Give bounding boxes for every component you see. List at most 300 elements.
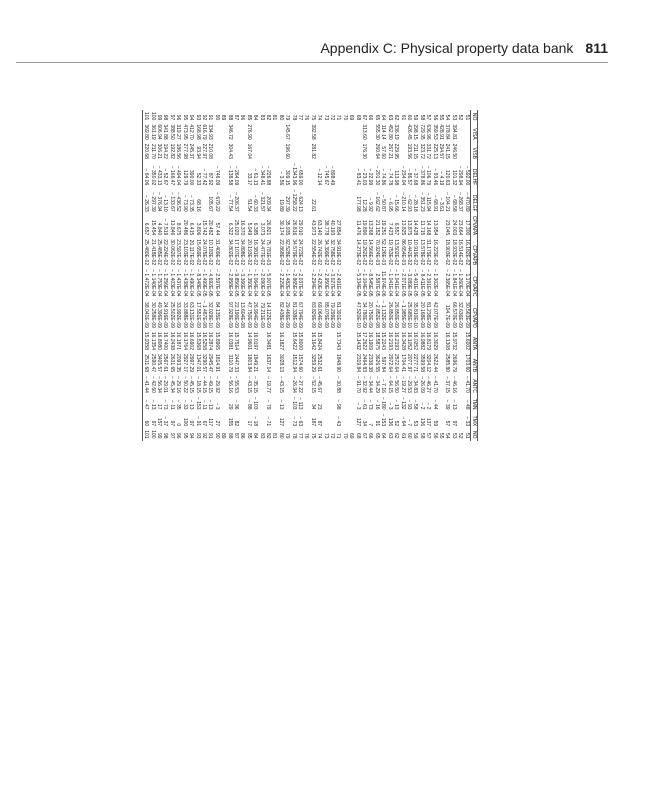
table-cell: 2.587E-05 [373,273,380,297]
table-cell: 66 [367,114,374,121]
table-cell: 10.442E-02 [405,239,412,266]
table-cell: − 19.27 [399,376,406,393]
table-cell: − 22.99 [367,168,374,186]
table-cell [341,122,347,141]
table-cell: − 180 [380,396,387,410]
table-cell: − 376.94 [156,192,163,212]
table-cell: 18.903E-02 [444,239,451,266]
table-cell: 79.211E-09 [258,302,265,328]
table-cell: − 18.15 [194,376,201,393]
table-cell: − 27.22 [297,376,304,393]
table-cell: 42.077E-09 [431,302,438,328]
table-cell: 277.98 [181,143,188,159]
table-row [354,110,360,441]
table-cell: − 56.34 [156,376,163,393]
table-cell: − 2.071E-05 [399,269,406,297]
table-cell: 94 [188,114,195,121]
table-row [425,110,431,441]
table-cell: 2696.79 [450,353,457,373]
table-cell: 2631.65 [168,353,175,373]
table-cell: 16.6902 [188,331,195,350]
table-cell: 2077.97 [405,353,412,373]
table-cell: 15.7343 [335,331,342,350]
table-cell: − 36 [232,399,239,410]
table-cell: 32.636E-09 [457,302,464,328]
table-cell: 81 [271,432,278,439]
table-row [367,110,373,441]
table-cell: 2590.47 [149,353,156,373]
table-row [175,110,181,441]
table-cell [258,374,264,395]
table-cell: − 11 [200,400,207,410]
table-cell: − 153 [194,396,201,410]
table-cell [303,161,309,187]
table-cell: 313.60 [361,124,368,140]
table-cell: 86 [239,432,246,439]
table-cell: 24.916E-09 [162,302,169,328]
table-cell: − 348.41 [258,165,265,186]
table-cell: 428.91 [437,124,444,140]
table-cell: 35.810E-10 [412,302,419,328]
table-cell: 93 [194,114,201,121]
table-cell: 16.1308 [444,331,451,350]
table-cell: 3.806 [194,222,201,236]
table-cell: 298.15 [412,124,419,140]
table-cell: − 98 [335,399,342,410]
table-cell: 97 [168,114,175,121]
table-cell: 95 [181,432,188,439]
table-cell [309,161,315,187]
table-cell: 225.13 [431,143,438,159]
table-cell: 20.193E-02 [245,239,252,266]
table-cell: − 50.87 [380,194,387,212]
column-header: CPVAPD [470,299,477,330]
table-cell: 426.45 [405,124,412,140]
table-cell: 11.715 [418,220,425,236]
table-cell: − 6.95 [386,197,393,212]
table-cell [341,142,347,161]
table-cell: 4.840 [156,222,163,236]
table-cell: − 2.420E-04 [316,269,323,297]
table-cell: − 8.545E-05 [367,269,374,297]
table-cell [316,142,322,161]
table-cell: 294.57 [437,143,444,159]
table-cell: − 64.06 [142,161,149,187]
table-cell: 1704.41 [399,353,406,373]
table-cell: 70 [341,114,348,121]
table-cell: 16.223E-02 [431,239,438,266]
table-cell: − 44 [431,399,438,410]
table-row [181,110,187,441]
table-cell: − 68.58 [450,194,457,212]
table-row [290,110,296,441]
table-cell [335,161,341,187]
table-cell: 167.04 [245,143,252,159]
table-cell [322,352,328,374]
table-cell [258,352,264,374]
table-cell: − 1.499E-05 [200,269,207,297]
table-cell: 306.21 [156,143,163,159]
table-cell: 67 [200,420,207,427]
table-cell: 79 [284,432,291,439]
table-cell: 61 [399,432,406,439]
table-cell: 60 [405,114,412,121]
table-cell: 15.2243 [380,331,387,350]
table-cell: − 1.350E-04 [245,269,252,297]
table-cell: − 91.70 [354,376,361,393]
table-cell: 97 [168,432,175,439]
table-cell: − 29.16 [175,376,182,393]
table-cell: 13.604E-08 [239,302,246,328]
table-cell: − 28.18 [412,194,419,212]
table-cell: − 52.67 [162,168,169,186]
table-cell: − 26.33 [142,187,149,213]
table-cell: 75.781E-03 [265,239,271,266]
table-cell: 246.50 [450,143,457,159]
page-header [320,40,608,56]
property-data-table [142,110,478,441]
page-number: 811 [585,40,608,56]
table-cell: 22.554E-02 [309,239,316,266]
table-cell: − 16 [373,399,380,410]
table-cell: 21.152 [373,219,380,236]
table-cell: 84.135E-09 [213,302,220,328]
table-cell: 24.723E-02 [297,239,304,266]
table-cell: 73 [322,114,329,121]
table-cell: 62 [393,114,400,121]
table-cell: 17.2622 [361,331,368,350]
table-cell: 16.2193 [386,331,393,350]
table-cell: 86 [239,114,246,121]
table-cell: − 62.93 [405,194,412,212]
table-cell: 34 [309,403,316,410]
table-cell: 72 [329,114,336,121]
table-cell: − 378.86 [418,165,425,186]
table-cell: 51.54 [245,199,252,212]
table-cell: 14.428 [412,219,419,236]
table-cell: 57.60 [380,146,387,159]
table-cell: 35.935 [284,219,291,236]
table-row [399,110,405,441]
table-cell: 25.502E-09 [168,302,175,328]
table-cell [322,142,328,161]
table-cell: − 103 [252,396,259,410]
table-cell: 16.0197 [252,331,259,350]
table-row [162,110,168,441]
table-cell: − 23.03 [361,168,368,186]
table-cell: 2622.44 [431,353,438,373]
table-cell: 77 [297,114,304,121]
table-cell: 19.890 [361,219,368,236]
table-cell: 33.992E-09 [175,302,182,328]
table-cell: − 1.104E-04 [361,269,368,297]
table-cell: 267.21 [386,143,393,159]
table-cell: − 26.09 [418,376,425,393]
table-cell [297,122,303,141]
table-cell: − 30.88 [335,376,342,393]
table-row [245,110,251,441]
table-row [316,110,322,441]
table-cell: − 41.44 [143,376,150,393]
table-cell: 18.5875 [373,331,380,350]
table-cell: 3204.12 [425,353,432,373]
table-cell: 62 [393,432,400,439]
table-cell [399,122,405,141]
table-cell: 16.3029 [431,331,438,350]
table-cell: 30.563E-09 [463,302,470,328]
table-cell: 16.0381 [226,331,233,350]
table-cell: 87.92 [207,172,214,186]
table-cell: − 37.15 [444,376,451,393]
table-cell: 136 [386,417,393,427]
table-cell: − 13 [207,399,214,410]
table-cell: 17.551E-09 [194,302,201,328]
table-cell: − 1.985E-09 [399,300,406,328]
table-cell: 66 [367,432,374,439]
table-cell: 12.28 [361,199,368,212]
table-cell: 69 [348,114,355,121]
table-cell: 58 [418,432,425,439]
table-cell: 30.062E-02 [168,239,175,266]
table-cell: − 29.01 [162,376,169,393]
table-cell: − 41.70 [463,376,470,393]
table-row [258,110,264,441]
table-row [207,110,213,441]
table-cell: 19.89 [277,199,284,212]
table-cell: 55 [437,432,444,439]
table-cell: 729.35 [418,124,425,140]
table-cell: − 321.57 [258,192,265,212]
table-cell: 412.70 [188,124,195,140]
table-cell: 99 [156,114,163,121]
table-cell [341,237,347,267]
table-cell: 100 [181,417,188,427]
table-cell: − 9.92 [367,197,374,212]
table-cell: 281.82 [309,143,316,159]
table-cell: 77 [297,432,304,439]
table-cell: 49.396E-09 [156,302,163,328]
table-cell: − 106.79 [425,165,432,186]
table-cell: 74 [316,432,323,439]
table-cell: − 32.92 [361,376,368,393]
table-cell: 15.659E-02 [194,239,201,266]
table-row [431,110,437,441]
table-cell: − 46.27 [425,376,432,393]
table-cell: 245.37 [188,143,195,159]
table-row [463,110,470,441]
table-cell: 1849.21 [252,353,259,373]
table-cell: 76 [303,432,310,439]
table-cell: 3405.57 [156,353,163,373]
table-cell: 3599.58 [418,353,425,373]
table-cell: 91 [373,420,380,427]
table-row [194,110,200,441]
table-cell: 85 [245,114,252,121]
table-cell [341,299,347,330]
table-cell: − 7.16 [380,378,387,393]
table-cell: 6.322 [226,222,233,236]
table-cell: 10.183E-02 [207,239,214,266]
table-cell: 616.79 [200,124,207,140]
table-header-row [470,110,477,441]
table-cell: − 3.61 [437,197,444,212]
table-cell: 29.010 [297,219,304,236]
table-cell: 16.5258 [200,331,207,350]
table-cell: 21.418E-02 [149,239,156,266]
table-cell [322,412,328,429]
table-cell: 15.742 [200,219,207,236]
table-cell: 2319.84 [354,353,361,373]
table-cell: 13.954 [431,219,438,236]
table-cell: 229.95 [393,143,400,159]
table-cell: 100 [149,430,156,439]
table-cell: 52.126E-03 [380,239,387,266]
table-cell: 2338.38 [367,353,374,373]
table-row [335,110,341,441]
table-cell: − 5.007E-05 [265,269,271,297]
table-cell: − 4.19 [437,171,444,186]
table-cell: 27.854 [335,219,342,236]
table-cell: 86.654E-03 [399,239,406,266]
table-cell: 16.7400 [162,331,169,350]
table-cell: 83 [258,114,265,121]
table-cell: 157 [156,417,163,427]
table-cell: − 77.54 [226,194,233,212]
table-cell: 26.821 [265,219,271,236]
table-cell: 88 [226,432,233,439]
table-cell: 17 [245,420,252,427]
table-cell: 18.933E-02 [450,239,457,266]
table-row [450,110,456,441]
table-cell [329,142,335,161]
column-header: TMN [470,395,477,412]
table-cell: 51 [463,114,470,121]
table-cell: − 104.21 [444,192,451,212]
table-cell: 120.63 [444,170,451,186]
table-cell: 1637.14 [265,353,271,373]
table-cell: 81 [271,114,278,121]
table-cell: 34.579E-02 [290,239,297,266]
table-cell: 52 [457,432,464,439]
table-cell: 26.850E-09 [393,302,400,328]
table-cell: 70 [341,432,348,439]
table-cell: 53 [412,420,419,427]
table-cell [322,330,328,352]
table-cell: 3290.57 [200,353,207,373]
table-cell: 3110.79 [226,354,233,373]
table-cell: 2997.29 [188,353,195,373]
table-cell: 57 [425,432,432,439]
table-cell: 10.919E-02 [412,239,419,266]
table-row [406,110,412,441]
table-cell: − 35 [175,399,182,410]
table-cell: − 133.67 [168,192,175,212]
table-cell: 25.020 [232,219,239,236]
table-cell: − 1.064E-04 [252,269,259,297]
table-cell: − 2.365E-04 [444,269,451,297]
table-row [341,110,347,441]
table-row [156,110,162,441]
table-cell [329,187,335,213]
table-cell: − 2.865E-04 [290,269,297,297]
table-cell: − 61 [361,399,368,410]
table-cell: 79.299E-09 [329,302,336,328]
table-cell: − 1.256E-04 [162,269,169,297]
table-cell: 192.82 [168,143,175,159]
table-cell: 227.97 [200,143,207,159]
table-cell: − 898.49 [329,165,336,186]
table-cell: − 48 [463,399,470,410]
table-cell: 81.238E-09 [425,302,432,328]
table-cell: 16.1052 [405,331,412,350]
table-cell: 51 [463,432,470,439]
table-cell: 2277.71 [412,353,419,373]
table-cell: − 13.10 [162,194,169,212]
table-cell: 25.480E-02 [143,239,150,266]
table-cell: 23.664 [457,219,464,236]
table-cell: − 3.089E-05 [405,269,412,297]
header-rule [16,62,608,63]
table-cell: 54 [444,432,451,439]
table-cell [322,395,328,412]
table-cell: 5.949 [245,222,252,236]
table-cell: 14.273E-02 [354,239,361,266]
table-cell: − 73 [162,399,169,410]
table-cell: 29 [226,403,233,410]
table-cell: 97 [168,420,175,427]
table-cell [341,374,347,395]
table-cell [341,412,347,429]
table-cell: − 3 [354,402,361,410]
table-cell: 3028.13 [277,353,284,373]
table-cell: − 679.22 [213,192,220,212]
table-cell: 32.029E-10 [207,302,214,328]
table-cell: 94 [188,432,195,439]
table-cell: 34.780E-09 [361,302,368,328]
table-row [418,110,424,441]
table-cell: 47.750E-09 [245,302,252,328]
table-cell [457,122,463,141]
table-cell: 61 [399,114,406,121]
table-cell: 43.973 [309,219,316,236]
table-cell: − 1.403E-04 [168,269,175,297]
table-cell: 20.168E-09 [418,302,425,328]
table-cell: − 3.366E-04 [239,269,246,297]
table-cell: 89 [220,432,227,439]
table-cell: − 436.52 [175,192,182,212]
table-cell: 83.826E-09 [309,302,316,328]
table-cell: 75 [309,432,316,439]
table-cell: 1703.60 [463,353,470,373]
table-cell: 276.90 [245,124,252,140]
table-cell [213,122,219,141]
table-cell: 16.1909 [367,331,374,350]
table-cell: − 35.15 [252,376,259,393]
table-cell: − 1.437E-04 [175,269,182,297]
table-cell: 13.502E-02 [393,239,400,266]
table-cell: 319.27 [175,124,182,140]
table-cell: 23 [316,403,323,410]
table-cell: 211.70 [149,144,156,159]
table-cell: 1848.90 [335,353,342,373]
table-cell: − 13 [188,399,195,410]
table-cell: 31.179E-02 [425,239,432,266]
table-cell: 81.391E-09 [335,302,342,328]
table-cell: 388.50 [168,124,175,140]
table-cell: − 41.70 [431,376,438,393]
table-cell: − 2 [425,402,432,410]
table-cell: − 351.23 [418,192,425,212]
